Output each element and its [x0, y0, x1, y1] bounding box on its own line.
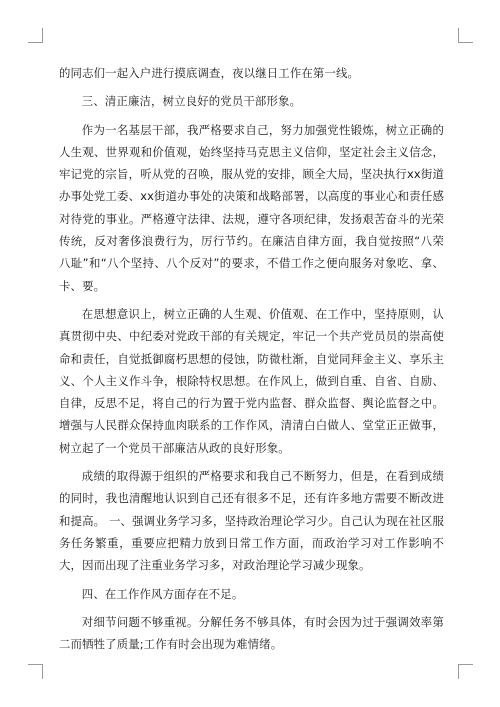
- corner-mark-bottom-right: [458, 664, 473, 679]
- paragraph: 对细节问题不够重视。分解任务不够具体，有时会因为过于强调效率第二而牺牲了质量;工作有时会出现为难情绪。: [59, 614, 444, 652]
- paragraph: 作为一名基层干部，我严格要求自己，努力加强党性锻炼，树立正确的人生观、世界观和价值观，始终坚持马克思主义信仰，坚定社会主义信念，牢记党的宗旨，听从党的召唤，服从党的安排，顾全大局，坚决执行xx街道办事处党工委、xx街道办事处的决策和战略部署，以高度的事业心和责任感对待党的事业。严格遵守法律、法规，遵守各项纪律，发扬艰苦奋斗的光荣传统，反对奢侈浪费行为，厉行节约。在廉洁自律方面，我自觉按照“八荣八耻”和“八个坚持、八个反对”的要求，不借工作之便向服务对象吃、拿、卡、要。: [59, 122, 444, 293]
- section-heading-3: 三、清正廉洁，树立良好的党员干部形象。: [81, 94, 302, 109]
- paragraph: 在思想意识上，树立正确的人生观、价值观、在工作中，坚持原则，认真贯彻中央、中纪委对党政干部的有关规定，牢记一个共产党员员的崇高使命和责任，自觉抵御腐朽思想的侵蚀，防微杜渐，自觉同拜金主义、享乐主义、个人主义作斗争，根除特权思想。在作风上，做到自重、自省、自励、自律，反思不足，将自己的行为置于党内监督、群众监督、舆论监督之中。增强与人民群众保持血肉联系的工作作风，清清白白做人、堂堂正正做事，树立起了一个党员干部廉洁从政的良好形象。: [59, 306, 444, 455]
- document-body: [59, 62, 444, 655]
- paragraph-continuation: 的同志们一起入户进行摸底调查，夜以继日工作在第一线。: [59, 66, 360, 80]
- section-heading-4: 四、在工作作风方面存在不足。: [81, 586, 244, 601]
- corner-mark-bottom-left: [28, 664, 43, 679]
- corner-mark-top-left: [28, 28, 43, 43]
- paragraph: 成绩的取得源于组织的严格要求和我自己不断努力，但是，在看到成绩的同时，我也清醒地认识到自己还有很多不足，还有许多地方需要不断改进和提高。 一、强调业务学习多，坚持政治理论学习少。自己认为现在社区服务任务繁重，重要应把精力放到日常工作方面，而政治学习对工作影响不大，因而出现了注重业务学习多，对政治理论学习减少现象。: [59, 469, 444, 573]
- corner-mark-top-right: [458, 28, 473, 43]
